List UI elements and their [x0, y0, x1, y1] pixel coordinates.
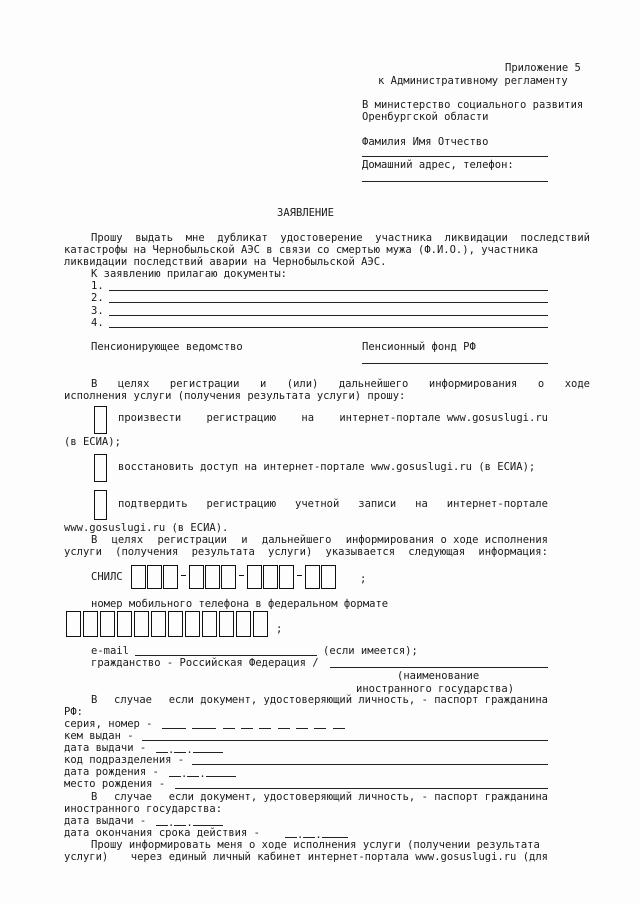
mobile-phone-label: номер мобильного телефона в федеральном формате	[91, 598, 389, 610]
final-paragraph-line-1: Прошу информировать меня о ходе исполнения услуги (получении результата	[91, 839, 540, 851]
department-code-label: код подразделения -	[64, 754, 185, 766]
attachment-number: 4.	[91, 317, 104, 329]
birth-date-label: дата рождения -	[64, 766, 159, 778]
snils-separator	[297, 575, 302, 576]
phone-digit-cell[interactable]	[202, 611, 217, 637]
confirm-registration-checkbox[interactable]	[94, 490, 107, 520]
fio-label: Фамилия Имя Отчество	[362, 136, 489, 148]
attachment-number: 1.	[91, 280, 104, 292]
snils-digit-cell[interactable]	[131, 565, 146, 589]
ministry-line-2: Оренбургской области	[362, 111, 489, 123]
confirm-registration-label: подтвердить регистрацию учетной записи на интернет-портале	[118, 498, 548, 510]
phone-digit-cell[interactable]	[168, 611, 183, 637]
register-option-checkbox[interactable]	[94, 406, 107, 434]
snils-end: ;	[360, 573, 367, 585]
expiry-date-field[interactable]: . .	[285, 827, 348, 842]
regulation-label: к Административному регламенту	[378, 75, 568, 87]
phone-digit-cell[interactable]	[134, 611, 149, 637]
snils-digit-cell[interactable]	[221, 565, 236, 589]
citizenship-label: гражданство - Российская Федерация /	[91, 657, 319, 669]
final-paragraph-line-2: услуги) через единый личный кабинет интернет-портала www.gosuslugi.ru (для	[64, 851, 548, 863]
snils-digit-cell[interactable]	[247, 565, 262, 589]
email-label: e-mail	[91, 645, 129, 657]
issue-date-label: дата выдачи -	[64, 742, 147, 754]
request-paragraph-line-1: Прошу выдать мне дубликат удостоверение участника ликвидации последствий	[91, 232, 590, 244]
fio-field[interactable]	[362, 156, 548, 157]
phone-digit-cell[interactable]	[219, 611, 234, 637]
foreign-issue-date-field[interactable]: . .	[156, 815, 223, 830]
citizenship-field[interactable]	[330, 667, 548, 668]
citizenship-note-line-1: (наименование	[397, 670, 480, 682]
phone-digit-cell[interactable]	[100, 611, 115, 637]
pension-fund-label: Пенсионный фонд РФ	[362, 341, 476, 353]
snils-digit-cell[interactable]	[205, 565, 220, 589]
foreign-issue-date-label: дата выдачи -	[64, 815, 147, 827]
request-paragraph-line-3: ликвидации последствий аварии на Чернобыльской АЭС.	[64, 256, 387, 268]
snils-digit-cell[interactable]	[163, 565, 178, 589]
birth-place-label: место рождения -	[64, 778, 166, 790]
snils-label: СНИЛС	[91, 571, 123, 583]
snils-input[interactable]	[131, 565, 363, 589]
info-paragraph-line-2: услуги (получения результата услуги) указывается следующая информация:	[64, 546, 548, 558]
series-number-field[interactable]	[162, 718, 345, 733]
snils-digit-cell[interactable]	[279, 565, 294, 589]
attachment-number: 3.	[91, 305, 104, 317]
request-paragraph-line-2: катастрофы на Чернобыльской АЭС в связи со смертью мужа (Ф.И.О.), участника	[64, 244, 539, 256]
snils-digit-cell[interactable]	[321, 565, 336, 589]
attachment-field-3[interactable]	[109, 315, 548, 316]
issued-by-field[interactable]	[142, 740, 548, 741]
issued-by-label: кем выдан -	[64, 730, 134, 742]
register-option-label: произвести регистрацию на интернет-портале www.gosuslugi.ru	[118, 412, 548, 424]
snils-digit-cell[interactable]	[263, 565, 278, 589]
registration-paragraph-line-2: исполнения услуги (получения результата услуги) прошу:	[64, 390, 406, 402]
passport-paragraph: В случае если документ, удостоверяющий личность, - паспорт гражданина	[91, 694, 548, 706]
passport-rf-label: РФ:	[64, 706, 83, 718]
appendix-label: Приложение 5	[505, 62, 581, 74]
register-option-label-line-2: (в ЕСИА);	[64, 436, 121, 448]
pension-fund-signature-field[interactable]	[362, 363, 548, 364]
document-title: ЗАЯВЛЕНИЕ	[277, 207, 334, 219]
attachment-number: 2.	[91, 292, 104, 304]
phone-digit-cell[interactable]	[253, 611, 268, 637]
phone-digit-cell[interactable]	[83, 611, 98, 637]
snils-digit-cell[interactable]	[147, 565, 162, 589]
phone-digit-cell[interactable]	[66, 611, 81, 637]
foreign-passport-paragraph: В случае если документ, удостоверяющий личность, - паспорт гражданина	[91, 791, 548, 803]
citizenship-note-line-2: иностранного государства)	[356, 683, 515, 695]
birth-date-field[interactable]: . .	[169, 766, 236, 781]
registration-paragraph-line-1: В целях регистрации и (или) дальнейшего информирования о ходе	[91, 378, 590, 390]
attachment-field-4[interactable]	[109, 327, 548, 328]
phone-digit-cell[interactable]	[236, 611, 251, 637]
address-label: Домашний адрес, телефон:	[362, 159, 514, 171]
phone-digit-cell[interactable]	[151, 611, 166, 637]
email-note: (если имеется);	[323, 645, 418, 657]
attachment-field-2[interactable]	[109, 302, 548, 303]
birth-place-field[interactable]	[175, 788, 548, 789]
address-field[interactable]	[362, 181, 548, 182]
attachment-field-1[interactable]	[109, 290, 548, 291]
issue-date-field[interactable]: . .	[156, 742, 223, 757]
phone-digit-cell[interactable]	[185, 611, 200, 637]
restore-access-checkbox[interactable]	[94, 454, 107, 482]
info-paragraph-line-1: В целях регистрации и дальнейшего информирования о ходе исполнения	[91, 534, 548, 546]
department-code-field[interactable]	[192, 764, 548, 765]
restore-access-label: восстановить доступ на интернет-портале www.gosuslugi.ru (в ЕСИА);	[118, 461, 536, 473]
mobile-phone-end: ;	[276, 623, 283, 635]
snils-digit-cell[interactable]	[305, 565, 320, 589]
series-number-label: серия, номер -	[64, 718, 153, 730]
expiry-date-label: дата окончания срока действия -	[64, 827, 260, 839]
confirm-registration-label-line-2: www.gosuslugi.ru (в ЕСИА).	[64, 522, 229, 534]
email-field[interactable]	[135, 655, 317, 656]
ministry-line-1: В министерство социального развития	[362, 99, 584, 111]
attachments-label: К заявлению прилагаю документы:	[91, 268, 287, 280]
snils-digit-cell[interactable]	[189, 565, 204, 589]
phone-digit-cell[interactable]	[117, 611, 132, 637]
snils-separator	[181, 575, 186, 576]
pension-department-label: Пенсионирующее ведомство	[91, 341, 243, 353]
mobile-phone-input[interactable]	[66, 611, 276, 637]
foreign-state-label: иностранного государства:	[64, 803, 223, 815]
snils-separator	[239, 575, 244, 576]
